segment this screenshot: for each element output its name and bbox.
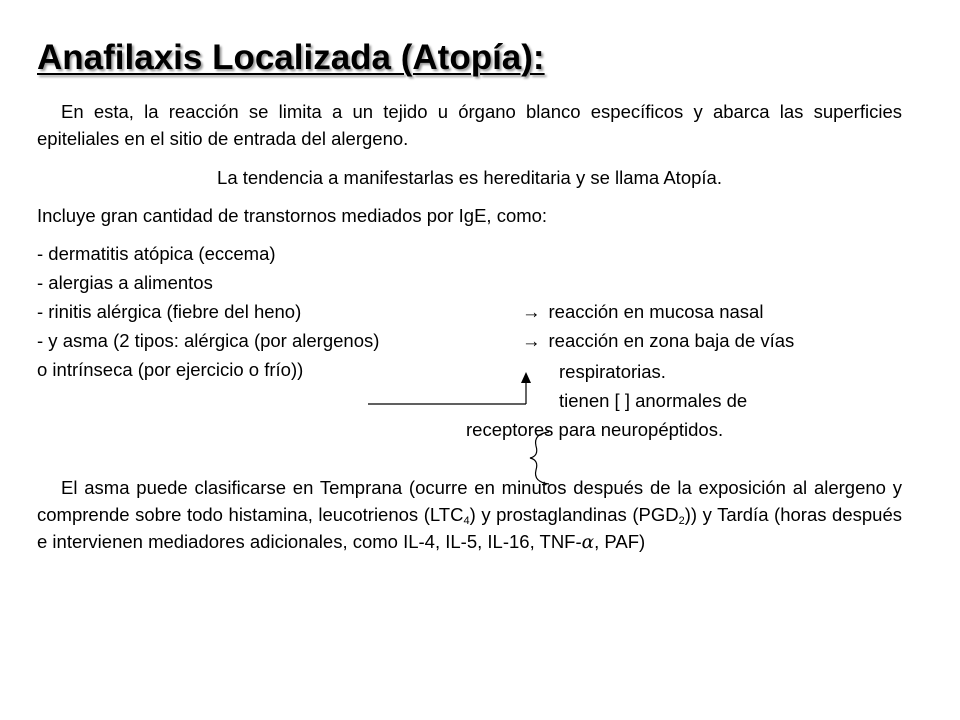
list-item-dermatitis: - dermatitis atópica (eccema)	[37, 243, 276, 264]
heredity-paragraph: La tendencia a manifestarlas es hereditaria y se llama Atopía.	[217, 167, 722, 188]
list-item-rhinitis: - rinitis alérgica (fiebre del heno)	[37, 301, 302, 322]
disorders-intro: Incluye gran cantidad de transtornos mediados por IgE, como:	[37, 205, 548, 226]
right-arrow-icon: →	[522, 301, 541, 322]
list-item-asthma: - y asma (2 tipos: alérgica (por alergenos)	[37, 330, 380, 351]
asthma-text-part-c: )) y Tardía (horas después e intervienen mediadores adicionales, como IL-4, IL-5, IL-16, TNF-	[37, 504, 902, 552]
up-arrow-icon	[521, 372, 531, 383]
asthma-note-continued: respiratorias.	[559, 361, 666, 382]
intro-paragraph: En esta, la reacción se limita a un tejido u órgano blanco específicos y abarca las superficies epiteliales en el sitio de entrada del alergeno.	[37, 101, 902, 149]
rhinitis-note-text: reacción en mucosa nasal	[548, 301, 764, 322]
asthma-text-part-a: El asma puede clasificarse en Temprana (ocurre en minutos después de la exposición al alergeno y comprende sobre todo histamina, leucotrienos (LTC	[37, 477, 902, 525]
receptors-note-line2: receptores para neuropéptidos.	[466, 419, 724, 440]
ltc-subscript: 4	[463, 515, 470, 527]
list-item-asthma-intrinsic: o intrínseca (por ejercicio o frío))	[37, 359, 304, 380]
asthma-note	[522, 327, 794, 354]
asthma-note-text: reacción en zona baja de vías	[548, 330, 795, 351]
slide-title: Anafilaxis Localizada (Atopía):	[37, 38, 545, 77]
asthma-text-part-b: ) y prostaglandinas (PGD	[469, 504, 679, 525]
rhinitis-note	[522, 298, 763, 325]
pgd-subscript: 2	[678, 515, 685, 527]
receptors-note-line1: tienen [ ] anormales de	[559, 390, 748, 411]
list-item-food-allergy: - alergias a alimentos	[37, 272, 213, 293]
asthma-text-part-d: , PAF)	[594, 531, 646, 552]
asthma-classification-paragraph	[37, 474, 902, 556]
right-arrow-icon: →	[522, 330, 541, 351]
alpha-symbol: α	[581, 532, 595, 553]
